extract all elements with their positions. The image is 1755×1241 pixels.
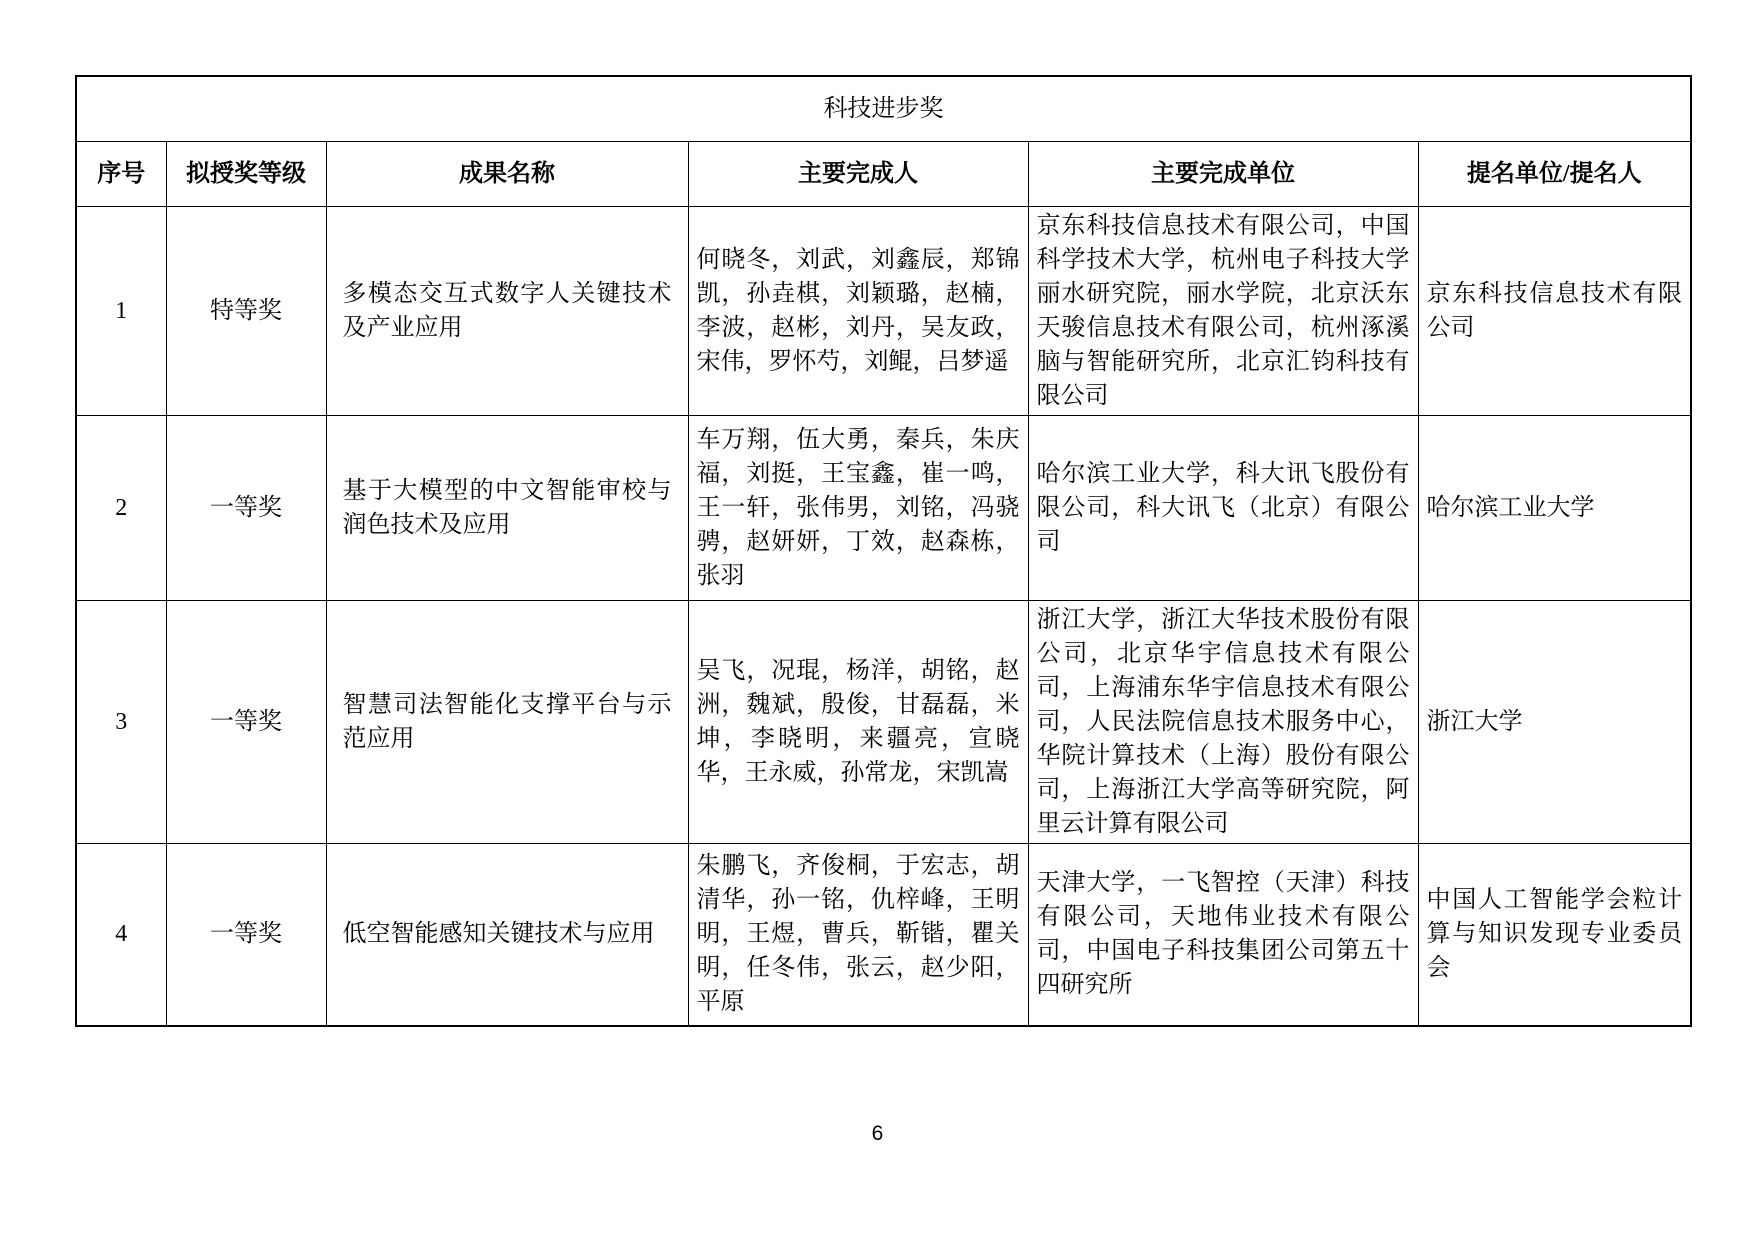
- cell-contributors: 吴飞，况琨，杨洋，胡铭，赵洲，魏斌，殷俊，甘磊磊，米坤，李晓明，来疆亮，宣晓华，王永威，孙常龙，宋凯嵩: [688, 600, 1028, 843]
- page-number: 6: [871, 1122, 884, 1145]
- cell-serial: 2: [76, 415, 166, 600]
- cell-achievement: 基于大模型的中文智能审校与润色技术及应用: [326, 415, 688, 600]
- cell-award-level: 一等奖: [166, 415, 326, 600]
- cell-contributors: 朱鹏飞，齐俊桐，于宏志，胡清华，孙一铭，仇梓峰，王明明，王煜，曹兵，靳锴，瞿关明，任冬伟，张云，赵少阳，平原: [688, 843, 1028, 1026]
- awards-table: [75, 75, 1692, 1027]
- table-row: [76, 600, 1691, 843]
- cell-serial: 1: [76, 206, 166, 415]
- cell-achievement: 多模态交互式数字人关键技术及产业应用: [326, 206, 688, 415]
- title-row: [76, 76, 1691, 141]
- table-title: 科技进步奖: [76, 76, 1691, 141]
- cell-award-level: 一等奖: [166, 600, 326, 843]
- table-row: [76, 843, 1691, 1026]
- cell-units: 浙江大学，浙江大华技术股份有限公司，北京华宇信息技术有限公司，上海浦东华宇信息技术有限公司，人民法院信息技术服务中心，华院计算技术（上海）股份有限公司，上海浙江大学高等研究院，阿里云计算有限公司: [1028, 600, 1418, 843]
- cell-achievement: 智慧司法智能化支撑平台与示范应用: [326, 600, 688, 843]
- cell-achievement: 低空智能感知关键技术与应用: [326, 843, 688, 1026]
- cell-units: 天津大学，一飞智控（天津）科技有限公司，天地伟业技术有限公司，中国电子科技集团公司第五十四研究所: [1028, 843, 1418, 1026]
- cell-serial: 3: [76, 600, 166, 843]
- cell-serial: 4: [76, 843, 166, 1026]
- header-achievement-name: 成果名称: [326, 141, 688, 206]
- header-main-contributors: 主要完成人: [688, 141, 1028, 206]
- cell-nominator: 京东科技信息技术有限公司: [1418, 206, 1691, 415]
- cell-nominator: 浙江大学: [1418, 600, 1691, 843]
- cell-award-level: 特等奖: [166, 206, 326, 415]
- table-row: [76, 206, 1691, 415]
- cell-contributors: 何晓冬，刘武，刘鑫辰，郑锦凯，孙垚棋，刘颖璐，赵楠，李波，赵彬，刘丹，吴友政，宋伟，罗怀芍，刘鲲，吕梦遥: [688, 206, 1028, 415]
- cell-nominator: 中国人工智能学会粒计算与知识发现专业委员会: [1418, 843, 1691, 1026]
- table-row: [76, 415, 1691, 600]
- header-award-level: 拟授奖等级: [166, 141, 326, 206]
- cell-award-level: 一等奖: [166, 843, 326, 1026]
- header-row: [76, 141, 1691, 206]
- cell-contributors: 车万翔，伍大勇，秦兵，朱庆福，刘挺，王宝鑫，崔一鸣，王一轩，张伟男，刘铭，冯骁骋，赵妍妍，丁效，赵森栋，张羽: [688, 415, 1028, 600]
- header-nominator: 提名单位/提名人: [1418, 141, 1691, 206]
- header-serial: 序号: [76, 141, 166, 206]
- header-main-units: 主要完成单位: [1028, 141, 1418, 206]
- cell-nominator: 哈尔滨工业大学: [1418, 415, 1691, 600]
- cell-units: 哈尔滨工业大学，科大讯飞股份有限公司，科大讯飞（北京）有限公司: [1028, 415, 1418, 600]
- cell-units: 京东科技信息技术有限公司，中国科学技术大学，杭州电子科技大学丽水研究院，丽水学院，北京沃东天骏信息技术有限公司，杭州涿溪脑与智能研究所，北京汇钧科技有限公司: [1028, 206, 1418, 415]
